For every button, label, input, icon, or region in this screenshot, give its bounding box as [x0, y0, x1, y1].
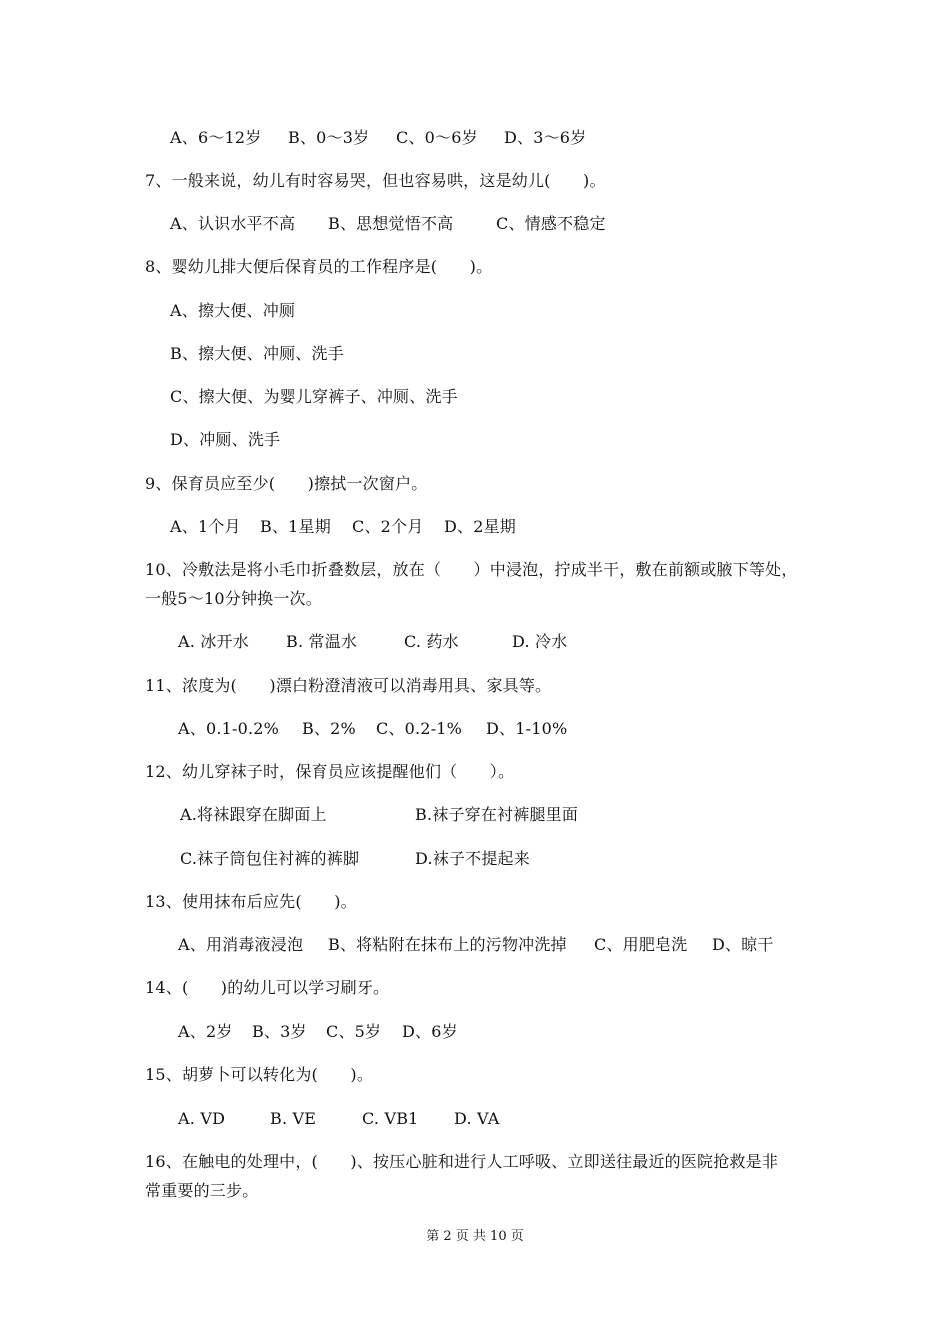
q13-options [178, 935, 774, 955]
q16-question-line1: 16、在触电的处理中，( )、按压心脏和进行人工呼吸、立即送往最近的医院抢救是非 [145, 1152, 779, 1171]
q12-option-b: B.袜子穿在衬裤腿里面 [415, 805, 579, 824]
q8-option-d: D、冲厕、洗手 [170, 430, 281, 449]
q9-option-c: C、2个月 [352, 517, 424, 536]
q11-options [178, 719, 567, 739]
q12-question: 12、幼儿穿袜子时，保育员应该提醒他们（ ）。 [145, 762, 515, 781]
q6-option-c: C、0～6岁 [396, 128, 478, 147]
q15-question: 15、胡萝卜可以转化为( )。 [145, 1065, 374, 1084]
q15-option-a: A. VD [178, 1109, 226, 1128]
q7-option-b: B、思想觉悟不高 [328, 214, 454, 233]
q6-option-d: D、3～6岁 [504, 128, 587, 147]
q13-option-a: A、用消毒液浸泡 [178, 935, 304, 954]
q9-question: 9、保育员应至少( )擦拭一次窗户。 [145, 474, 428, 493]
q14-question: 14、( )的幼儿可以学习刷牙。 [145, 978, 390, 997]
q8-option-c: C、擦大便、为婴儿穿裤子、冲厕、洗手 [170, 387, 458, 406]
q6-option-b: B、0～3岁 [288, 128, 370, 147]
q12-options-row2 [180, 849, 530, 869]
q7-options [170, 214, 606, 234]
q14-option-a: A、2岁 [178, 1022, 233, 1041]
q16-question-line2: 常重要的三步。 [145, 1181, 259, 1200]
q14-option-c: C、5岁 [326, 1022, 382, 1041]
q14-options [178, 1022, 458, 1042]
q15-option-c: C. VB1 [362, 1109, 419, 1128]
q9-option-b: B、1星期 [260, 517, 331, 536]
q7-option-c: C、情感不稳定 [496, 214, 606, 233]
q11-option-b: B、2% [302, 719, 356, 738]
q7-question: 7、一般来说，幼儿有时容易哭，但也容易哄，这是幼儿( )。 [145, 171, 606, 190]
q12-option-c: C.袜子筒包住衬裤的裤脚 [180, 849, 360, 868]
q13-question: 13、使用抹布后应先( )。 [145, 892, 357, 911]
q10-option-c: C. 药水 [404, 632, 459, 651]
q10-options [178, 632, 567, 652]
q11-option-d: D、1-10% [486, 719, 568, 738]
q9-options [170, 517, 516, 537]
q15-option-b: B. VE [270, 1109, 317, 1128]
q10-option-d: D. 冷水 [512, 632, 568, 651]
q10-option-a: A. 冰开水 [178, 632, 249, 651]
q13-option-b: B、将粘附在抹布上的污物冲洗掉 [328, 935, 567, 954]
q12-option-a: A.将袜跟穿在脚面上 [180, 805, 327, 824]
q14-option-d: D、6岁 [402, 1022, 458, 1041]
q13-option-d: D、晾干 [712, 935, 774, 954]
q15-options [178, 1109, 499, 1129]
q11-question: 11、浓度为( )漂白粉澄清液可以消毒用具、家具等。 [145, 676, 552, 695]
q9-option-d: D、2星期 [444, 517, 517, 536]
q6-option-a: A、6～12岁 [170, 128, 262, 147]
q12-option-d: D.袜子不提起来 [415, 849, 530, 868]
q12-options-row1 [180, 805, 578, 825]
q11-option-a: A、0.1-0.2% [178, 719, 280, 738]
q8-question: 8、婴幼儿排大便后保育员的工作程序是( )。 [145, 257, 493, 276]
q10-option-b: B. 常温水 [286, 632, 358, 651]
q13-option-c: C、用肥皂洗 [594, 935, 688, 954]
q8-option-a: A、擦大便、冲厕 [170, 301, 296, 320]
q14-option-b: B、3岁 [252, 1022, 307, 1041]
q10-question-line2: 一般5～10分钟换一次。 [145, 589, 322, 608]
q7-option-a: A、认识水平不高 [170, 214, 296, 233]
q15-option-d: D. VA [454, 1109, 500, 1128]
q8-option-b: B、擦大便、冲厕、洗手 [170, 344, 344, 363]
q9-option-a: A、1个月 [170, 517, 241, 536]
q6-options [170, 128, 586, 148]
page-footer: 第 2 页 共 10 页 [426, 1229, 524, 1244]
q10-question-line1: 10、冷敷法是将小毛巾折叠数层，放在（ ）中浸泡，拧成半干，敷在前额或腋下等处， [145, 560, 798, 579]
q11-option-c: C、0.2-1% [376, 719, 463, 738]
